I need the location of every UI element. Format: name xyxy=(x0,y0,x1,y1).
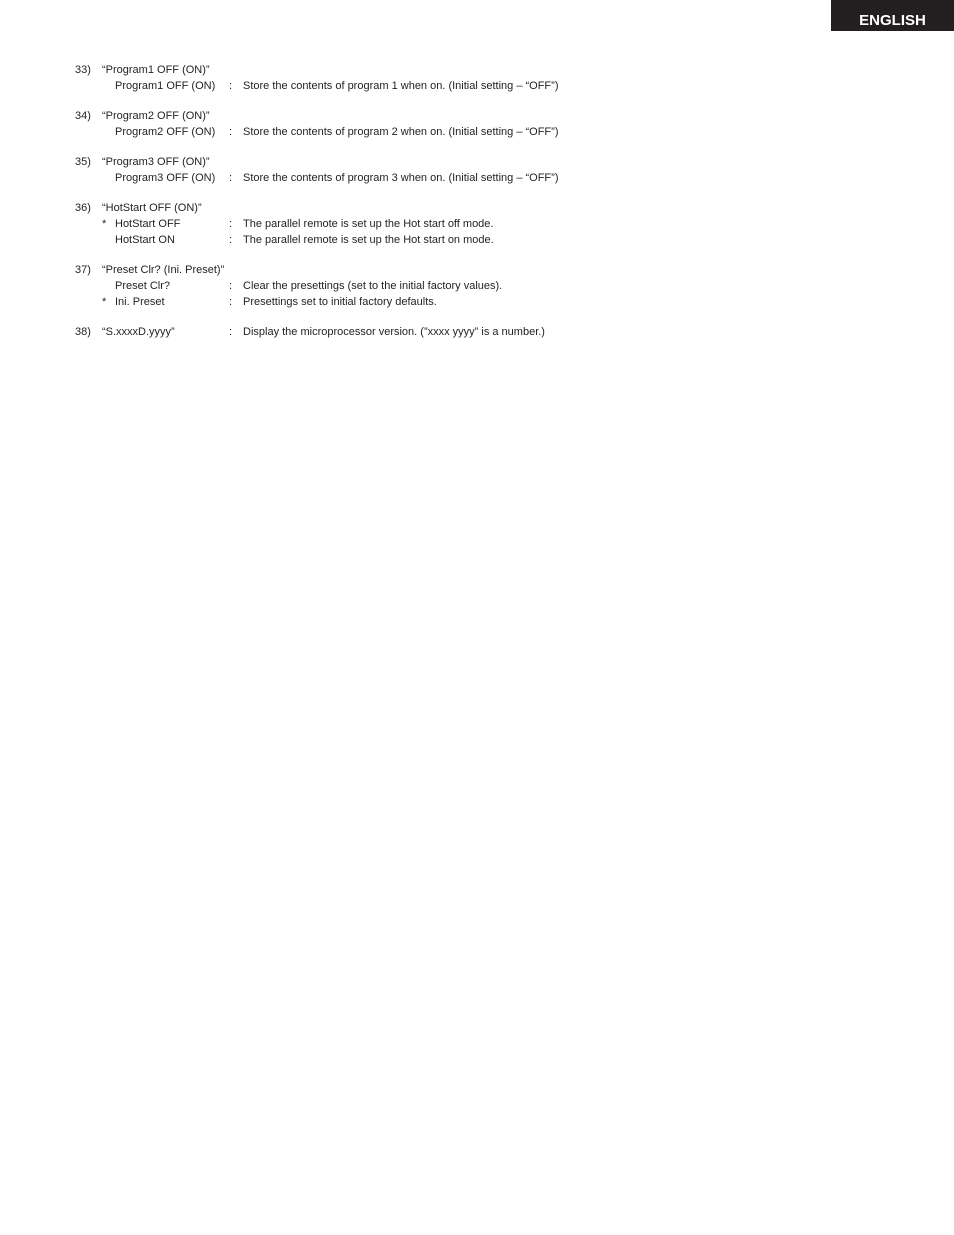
settings-list xyxy=(0,62,954,354)
setting-section xyxy=(0,200,954,248)
section-heading-row xyxy=(0,108,954,124)
option-row xyxy=(0,78,954,94)
language-tab: ENGLISH xyxy=(831,0,954,31)
setting-section xyxy=(0,262,954,310)
section-number: 35) xyxy=(75,156,91,168)
option-row xyxy=(0,278,954,294)
section-number: 33) xyxy=(75,64,91,76)
option-label: Program2 OFF (ON) xyxy=(115,126,216,138)
section-title: “Program1 OFF (ON)” xyxy=(102,64,210,76)
section-number: 38) xyxy=(75,326,91,338)
option-description: Display the microprocessor version. (”xxxx yyyy” is a number.) xyxy=(243,326,545,338)
option-label: Preset Clr? xyxy=(115,280,171,292)
option-row xyxy=(0,170,954,186)
option-label: Program3 OFF (ON) xyxy=(115,172,216,184)
section-number: 34) xyxy=(75,110,91,122)
section-title: “S.xxxxD.yyyy” xyxy=(102,326,175,338)
option-description: Store the contents of program 3 when on. (Initial setting – “OFF”) xyxy=(243,172,559,184)
separator-colon: : xyxy=(229,280,233,292)
section-heading-row xyxy=(0,154,954,170)
section-title: “Preset Clr? (Ini. Preset)” xyxy=(102,264,225,276)
option-label: HotStart OFF xyxy=(115,218,181,230)
section-heading-row xyxy=(0,324,954,340)
default-marker: * xyxy=(102,218,107,230)
section-title: “HotStart OFF (ON)” xyxy=(102,202,202,214)
separator-colon: : xyxy=(229,126,233,138)
option-description: Store the contents of program 1 when on. (Initial setting – “OFF”) xyxy=(243,80,559,92)
separator-colon: : xyxy=(229,296,233,308)
section-title: “Program2 OFF (ON)” xyxy=(102,110,210,122)
setting-section xyxy=(0,324,954,340)
option-description: The parallel remote is set up the Hot start off mode. xyxy=(243,218,494,230)
section-heading-row xyxy=(0,62,954,78)
option-row xyxy=(0,216,954,232)
option-description: Clear the presettings (set to the initial factory values). xyxy=(243,280,503,292)
separator-colon: : xyxy=(229,234,233,246)
setting-section xyxy=(0,154,954,186)
option-label: Program1 OFF (ON) xyxy=(115,80,216,92)
default-marker: * xyxy=(102,296,107,308)
separator-colon: : xyxy=(229,326,233,338)
option-description: Store the contents of program 2 when on. (Initial setting – “OFF”) xyxy=(243,126,559,138)
section-title: “Program3 OFF (ON)” xyxy=(102,156,210,168)
section-number: 37) xyxy=(75,264,91,276)
option-label: HotStart ON xyxy=(115,234,175,246)
separator-colon: : xyxy=(229,172,233,184)
section-heading-row xyxy=(0,262,954,278)
option-row xyxy=(0,232,954,248)
separator-colon: : xyxy=(229,80,233,92)
separator-colon: : xyxy=(229,218,233,230)
setting-section xyxy=(0,62,954,94)
setting-section xyxy=(0,108,954,140)
option-label: Ini. Preset xyxy=(115,296,165,308)
option-description: The parallel remote is set up the Hot start on mode. xyxy=(243,234,494,246)
section-number: 36) xyxy=(75,202,91,214)
option-description: Presettings set to initial factory defaults. xyxy=(243,296,437,308)
section-heading-row xyxy=(0,200,954,216)
option-row xyxy=(0,124,954,140)
option-row xyxy=(0,294,954,310)
